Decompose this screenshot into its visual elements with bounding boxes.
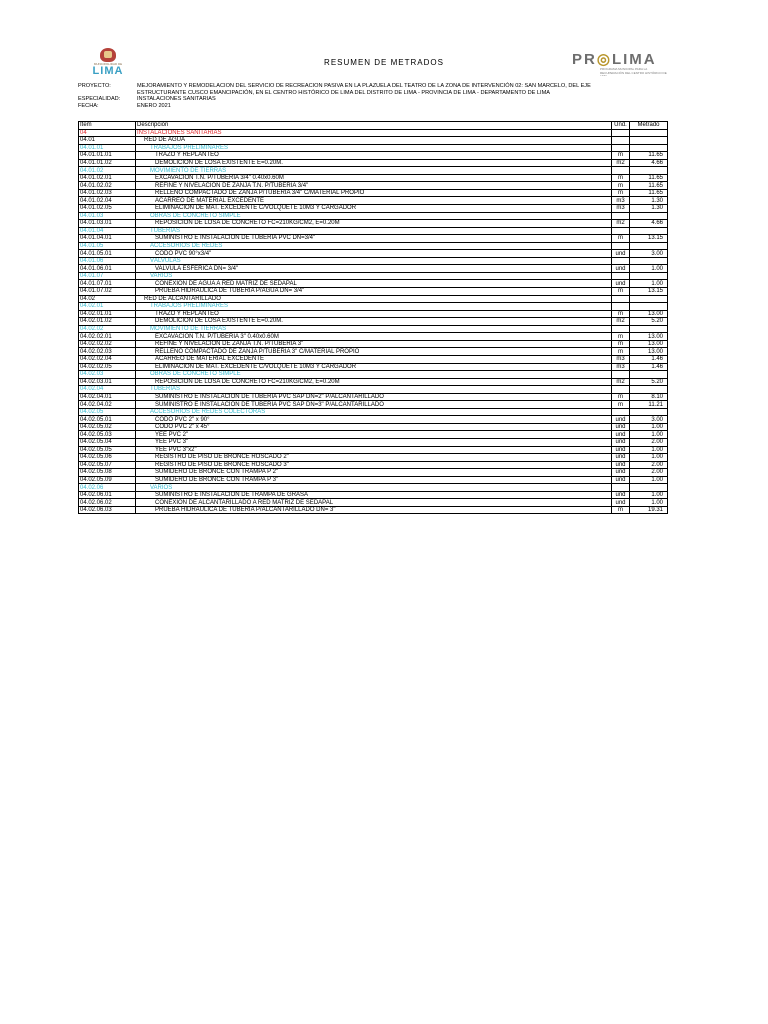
- cell-item: 04.02.02.05: [79, 363, 136, 371]
- table-row: [79, 288, 668, 296]
- table-row: [79, 303, 668, 311]
- cell-metrado: 1.30: [630, 205, 668, 213]
- cell-metrado: 4.66: [630, 220, 668, 228]
- cell-unidad: m: [612, 506, 630, 514]
- cell-metrado: 11.65: [630, 189, 668, 197]
- table-row: [79, 340, 668, 348]
- cell-metrado: 1.00: [630, 265, 668, 273]
- cell-metrado: 13.00: [630, 348, 668, 356]
- cell-metrado: 11.65: [630, 174, 668, 182]
- cell-unidad: und: [612, 446, 630, 454]
- cell-descripcion: ACARREO DE MATERIAL EXCEDENTE: [136, 355, 612, 363]
- cell-metrado: 5.20: [630, 378, 668, 386]
- cell-item: 04.01.02.03: [79, 189, 136, 197]
- cell-item: 04.02.05.03: [79, 431, 136, 439]
- cell-metrado: 3.00: [630, 416, 668, 424]
- cell-descripcion: REFINE Y NIVELACIÓN DE ZANJA T.N. P/TUBERIA 3/4": [136, 182, 612, 190]
- cell-metrado: 13.00: [630, 310, 668, 318]
- cell-descripcion: ACCESORIOS DE REDES: [136, 242, 612, 250]
- table-row: [79, 484, 668, 492]
- cell-descripcion: OBRAS DE CONCRETO SIMPLE: [136, 371, 612, 379]
- cell-item: 04.01: [79, 137, 136, 145]
- cell-item: 04.02.02.04: [79, 355, 136, 363]
- table-row: [79, 454, 668, 462]
- table-row: [79, 499, 668, 507]
- logo-small-text: MUNICIPALIDAD DE: [93, 62, 123, 66]
- cell-descripcion: EXCAVACIÓN T.N. P/TUBERIA 3/4" 0.40x0.60M: [136, 174, 612, 182]
- cell-descripcion: MOVIMIENTO DE TIERRAS: [136, 167, 612, 175]
- logo-word: LIMA: [92, 65, 124, 77]
- cell-descripcion: INSTALACIONES SANITARIAS: [136, 129, 612, 137]
- cell-unidad: [612, 408, 630, 416]
- cell-item: 04.02.05: [79, 408, 136, 416]
- cell-item: 04.01.02: [79, 167, 136, 175]
- cell-item: 04.01.03: [79, 212, 136, 220]
- cell-descripcion: RED DE ALCANTARILLADO: [136, 295, 612, 303]
- cell-unidad: [612, 371, 630, 379]
- table-row: [79, 355, 668, 363]
- cell-metrado: 11.65: [630, 182, 668, 190]
- cell-unidad: m2: [612, 220, 630, 228]
- prolima-logo-tag: PROGRAMA MUNICIPAL PARA LA RECUPERACIÓN DEL CENTRO HISTÓRICO DE LIMA: [600, 68, 667, 76]
- table-row: [79, 144, 668, 152]
- project-meta: [78, 83, 678, 109]
- cell-unidad: und: [612, 476, 630, 484]
- table-row: [79, 182, 668, 190]
- cell-unidad: und: [612, 461, 630, 469]
- cell-descripcion: TRABAJOS PRELIMINARES: [136, 303, 612, 311]
- cell-item: 04.01.02.01: [79, 174, 136, 182]
- cell-item: 04.01.06: [79, 257, 136, 265]
- cell-unidad: m: [612, 393, 630, 401]
- cell-metrado: [630, 303, 668, 311]
- header-unidad: Und.: [612, 122, 630, 130]
- cell-item: 04.01.02.02: [79, 182, 136, 190]
- fecha-label: FECHA:: [78, 102, 99, 109]
- cell-unidad: [612, 484, 630, 492]
- especialidad-value: INSTALACIONES SANITARIAS: [137, 96, 216, 103]
- cell-metrado: [630, 212, 668, 220]
- cell-item: 04.01.05.01: [79, 250, 136, 258]
- cell-descripcion: PRUEBA HIDRÁULICA DE TUBERÍA P/ALCANTARILLADO DN= 3": [136, 506, 612, 514]
- cell-unidad: m: [612, 174, 630, 182]
- especialidad-label: ESPECIALIDAD:: [78, 96, 121, 103]
- logo-mark-icon: ◎: [596, 51, 612, 68]
- proyecto-label: PROYECTO:: [78, 83, 111, 89]
- cell-metrado: 1.46: [630, 363, 668, 371]
- cell-unidad: [612, 129, 630, 137]
- cell-item: 04.01.02.05: [79, 205, 136, 213]
- table-row: [79, 325, 668, 333]
- cell-descripcion: CODO PVC 90°x3/4": [136, 250, 612, 258]
- cell-unidad: m: [612, 348, 630, 356]
- cell-item: 04.02.05.09: [79, 476, 136, 484]
- cell-item: 04.02.01.02: [79, 318, 136, 326]
- table-row: [79, 235, 668, 243]
- cell-unidad: [612, 137, 630, 145]
- cell-metrado: [630, 325, 668, 333]
- cell-metrado: [630, 272, 668, 280]
- table-row: [79, 469, 668, 477]
- table-row: [79, 227, 668, 235]
- cell-descripcion: SUMINISTRO E INSTALACIÓN DE TUBERÍA PVC SAP DN=2" P/ALCANTARILLADO: [136, 393, 612, 401]
- table-row: [79, 378, 668, 386]
- cell-unidad: [612, 272, 630, 280]
- cell-metrado: 3.00: [630, 250, 668, 258]
- cell-descripcion: REGISTRO DE PISO DE BRONCE ROSCADO 3": [136, 461, 612, 469]
- table-row: [79, 265, 668, 273]
- table-row: [79, 159, 668, 167]
- cell-unidad: und: [612, 416, 630, 424]
- cell-descripcion: RELLENO COMPACTADO DE ZANJA P/TUBERIA 3/4" C/MATERIAL PROPIO: [136, 189, 612, 197]
- cell-item: 04.02.02.01: [79, 333, 136, 341]
- cell-unidad: und: [612, 469, 630, 477]
- cell-descripcion: ACCESORIOS DE REDES COLECTORAS: [136, 408, 612, 416]
- cell-descripcion: VÁLVULAS: [136, 257, 612, 265]
- table-row: [79, 242, 668, 250]
- cell-item: 04.02.04: [79, 386, 136, 394]
- table-row: [79, 333, 668, 341]
- header-metrado: Metrado: [630, 122, 668, 130]
- cell-metrado: 13.15: [630, 288, 668, 296]
- cell-item: 04.01.01: [79, 144, 136, 152]
- table-row: [79, 393, 668, 401]
- cell-descripcion: VALVULA ESFERICA DN= 3/4": [136, 265, 612, 273]
- cell-descripcion: OBRAS DE CONCRETO SIMPLE: [136, 212, 612, 220]
- cell-metrado: 1.00: [630, 491, 668, 499]
- cell-unidad: m: [612, 152, 630, 160]
- cell-descripcion: YEE PVC 3"x2": [136, 446, 612, 454]
- cell-unidad: und: [612, 438, 630, 446]
- cell-metrado: 1.00: [630, 431, 668, 439]
- cell-metrado: 11.21: [630, 401, 668, 409]
- cell-unidad: [612, 227, 630, 235]
- metrados-table: [78, 121, 668, 514]
- cell-item: 04.01.04: [79, 227, 136, 235]
- table-row: [79, 401, 668, 409]
- cell-unidad: [612, 242, 630, 250]
- cell-descripcion: MOVIMIENTO DE TIERRAS: [136, 325, 612, 333]
- table-row: [79, 348, 668, 356]
- table-row: [79, 408, 668, 416]
- cell-item: 04.01.07.01: [79, 280, 136, 288]
- cell-unidad: m3: [612, 197, 630, 205]
- cell-unidad: [612, 303, 630, 311]
- cell-unidad: und: [612, 250, 630, 258]
- cell-unidad: [612, 257, 630, 265]
- table-row: [79, 272, 668, 280]
- table-row: [79, 363, 668, 371]
- cell-metrado: 1.30: [630, 197, 668, 205]
- fecha-value: ENERO 2021: [137, 102, 171, 109]
- cell-metrado: 13.00: [630, 333, 668, 341]
- table-row: [79, 167, 668, 175]
- cell-item: 04.02.02.03: [79, 348, 136, 356]
- cell-descripcion: REPOSICIÓN DE LOSA DE CONCRETO FC=210KG/CM2, E=0.20M: [136, 378, 612, 386]
- cell-unidad: und: [612, 280, 630, 288]
- cell-descripcion: CODO PVC 2" x 90°: [136, 416, 612, 424]
- cell-item: 04.02.06.01: [79, 491, 136, 499]
- cell-descripcion: ACARREO DE MATERIAL EXCEDENTE: [136, 197, 612, 205]
- cell-metrado: 4.66: [630, 159, 668, 167]
- cell-item: 04.02: [79, 295, 136, 303]
- cell-unidad: und: [612, 491, 630, 499]
- cell-item: 04.02.03: [79, 371, 136, 379]
- cell-unidad: und: [612, 499, 630, 507]
- cell-metrado: 2.00: [630, 461, 668, 469]
- cell-item: 04.02.02: [79, 325, 136, 333]
- cell-unidad: m3: [612, 355, 630, 363]
- cell-item: 04.01.01.01: [79, 152, 136, 160]
- cell-unidad: [612, 144, 630, 152]
- table-row: [79, 386, 668, 394]
- cell-descripcion: RED DE AGUA: [136, 137, 612, 145]
- cell-unidad: m: [612, 288, 630, 296]
- cell-metrado: 11.65: [630, 152, 668, 160]
- cell-unidad: m: [612, 235, 630, 243]
- cell-item: 04.02.04.02: [79, 401, 136, 409]
- table-row: [79, 491, 668, 499]
- cell-item: 04.02.06.02: [79, 499, 136, 507]
- cell-metrado: 1.00: [630, 454, 668, 462]
- cell-metrado: 1.46: [630, 355, 668, 363]
- cell-item: 04.02.04.01: [79, 393, 136, 401]
- cell-unidad: m2: [612, 159, 630, 167]
- cell-metrado: [630, 257, 668, 265]
- cell-metrado: 1.00: [630, 499, 668, 507]
- cell-item: 04.02.05.06: [79, 454, 136, 462]
- cell-unidad: [612, 167, 630, 175]
- cell-item: 04.01.03.01: [79, 220, 136, 228]
- table-row: [79, 476, 668, 484]
- cell-item: 04.02.05.01: [79, 416, 136, 424]
- cell-metrado: [630, 167, 668, 175]
- table-row: [79, 137, 668, 145]
- cell-metrado: 19.31: [630, 506, 668, 514]
- table-row: [79, 250, 668, 258]
- cell-descripcion: SUMINISTRO E INSTALACIÓN DE TUBERÍA PVC DN=3/4": [136, 235, 612, 243]
- header-item: Ítem: [79, 122, 136, 130]
- table-row: [79, 416, 668, 424]
- cell-descripcion: CODO PVC 2" x 45°: [136, 423, 612, 431]
- cell-unidad: und: [612, 454, 630, 462]
- table-row: [79, 295, 668, 303]
- cell-unidad: und: [612, 431, 630, 439]
- cell-metrado: [630, 484, 668, 492]
- cell-metrado: [630, 137, 668, 145]
- table-row: [79, 257, 668, 265]
- cell-descripcion: REPOSICIÓN DE LOSA DE CONCRETO FC=210KG/CM2, E=0.20M: [136, 220, 612, 228]
- cell-metrado: 2.00: [630, 438, 668, 446]
- table-row: [79, 506, 668, 514]
- cell-unidad: und: [612, 423, 630, 431]
- cell-metrado: 13.15: [630, 235, 668, 243]
- table-row: [79, 446, 668, 454]
- cell-metrado: [630, 227, 668, 235]
- cell-descripcion: SUMINISTRO E INSTALACIÓN DE TUBERÍA PVC SAP DN=3" P/ALCANTARILLADO: [136, 401, 612, 409]
- cell-descripcion: YEE PVC 3": [136, 438, 612, 446]
- cell-descripcion: SUMINISTRO E INSTALACIÓN DE TRAMPA DE GRASA: [136, 491, 612, 499]
- cell-item: 04.02.06.03: [79, 506, 136, 514]
- table-row: [79, 205, 668, 213]
- cell-item: 04.02.03.01: [79, 378, 136, 386]
- cell-descripcion: VARIOS: [136, 484, 612, 492]
- cell-item: 04.01.01.02: [79, 159, 136, 167]
- cell-item: 04.01.07: [79, 272, 136, 280]
- cell-unidad: m: [612, 340, 630, 348]
- cell-item: 04.01.07.02: [79, 288, 136, 296]
- cell-metrado: 2.00: [630, 469, 668, 477]
- cell-metrado: 1.00: [630, 446, 668, 454]
- cell-descripcion: TRAZO Y REPLANTEO: [136, 310, 612, 318]
- table-row: [79, 461, 668, 469]
- table-row: [79, 280, 668, 288]
- cell-item: 04.02.05.05: [79, 446, 136, 454]
- cell-unidad: m: [612, 401, 630, 409]
- cell-descripcion: TUBERÍAS: [136, 227, 612, 235]
- table-row: [79, 197, 668, 205]
- table-header-row: [79, 122, 668, 130]
- cell-item: 04.02.01: [79, 303, 136, 311]
- cell-unidad: m3: [612, 205, 630, 213]
- cell-descripcion: CONEXIÓN DE ALCANTARILLADO A RED MATRIZ DE SEDAPAL: [136, 499, 612, 507]
- cell-descripcion: REFINE Y NIVELACIÓN DE ZANJA T.N. P/TUBERIA 3": [136, 340, 612, 348]
- cell-unidad: m2: [612, 378, 630, 386]
- cell-item: 04.01.05: [79, 242, 136, 250]
- page-title: RESUMEN DE METRADOS: [324, 58, 444, 67]
- cell-unidad: [612, 386, 630, 394]
- table-row: [79, 423, 668, 431]
- cell-item: 04.02.05.04: [79, 438, 136, 446]
- proyecto-value-line2: ESTRUCTURANTE CUSCO EMANCIPACIÓN, EN EL CENTRO HISTÓRICO DE LIMA DEL DISTRITO DE LIMA - PROVINCIA DE LIMA - DEPARTAMENTO DE LIMA: [137, 89, 550, 96]
- cell-descripcion: CONEXIÓN DE AGUA A RED MATRIZ DE SEDAPAL: [136, 280, 612, 288]
- cell-item: 04.01.02.04: [79, 197, 136, 205]
- cell-item: 04.01.04.01: [79, 235, 136, 243]
- cell-unidad: m2: [612, 318, 630, 326]
- cell-descripcion: SUMIDERO DE BRONCE CON TRAMPA P 3": [136, 476, 612, 484]
- cell-metrado: [630, 386, 668, 394]
- cell-metrado: 13.00: [630, 340, 668, 348]
- cell-descripcion: RELLENO COMPACTADO DE ZANJA P/TUBERIA 3" C/MATERIAL PROPIO: [136, 348, 612, 356]
- table-row: [79, 152, 668, 160]
- cell-descripcion: DEMOLICIÓN DE LOSA EXISTENTE E=0.20M.: [136, 318, 612, 326]
- cell-item: 04.02.02.02: [79, 340, 136, 348]
- cell-unidad: [612, 212, 630, 220]
- cell-item: 04: [79, 129, 136, 137]
- table-row: [79, 174, 668, 182]
- cell-descripcion: PRUEBA HIDRÁULICA DE TUBERÍA P/AGUA DN= 3/4": [136, 288, 612, 296]
- cell-unidad: m: [612, 182, 630, 190]
- cell-metrado: [630, 242, 668, 250]
- cell-descripcion: EXCAVACIÓN T.N. P/TUBERIA 3" 0.40x0.60M: [136, 333, 612, 341]
- table-row: [79, 310, 668, 318]
- cell-unidad: m: [612, 333, 630, 341]
- cell-descripcion: DEMOLICIÓN DE LOSA EXISTENTE E=0.20M.: [136, 159, 612, 167]
- table-row: [79, 212, 668, 220]
- cell-metrado: 1.00: [630, 280, 668, 288]
- cell-metrado: [630, 295, 668, 303]
- cell-unidad: m: [612, 310, 630, 318]
- cell-metrado: [630, 371, 668, 379]
- cell-descripcion: ELIMINACIÓN DE MAT. EXCEDENTE C/VOLQUETE 10M3 Y CARGADOR: [136, 205, 612, 213]
- cell-unidad: [612, 295, 630, 303]
- cell-metrado: 5.20: [630, 318, 668, 326]
- cell-descripcion: TRAZO Y REPLANTEO: [136, 152, 612, 160]
- cell-item: 04.01.06.01: [79, 265, 136, 273]
- table-row: [79, 438, 668, 446]
- cell-descripcion: ELIMINACIÓN DE MAT. EXCEDENTE C/VOLQUETE 10M3 Y CARGADOR: [136, 363, 612, 371]
- cell-unidad: m3: [612, 363, 630, 371]
- cell-descripcion: SUMIDERO DE BRONCE CON TRAMPA P 2": [136, 469, 612, 477]
- proyecto-value-line1: MEJORAMIENTO Y REMODELACION DEL SERVICIO DE RECREACION PASIVA EN LA PLAZUELA DEL TEATRO DE LA ZONA DE INTERVENCIÓN 02: SAN MARCELO, DEL EJE: [137, 83, 591, 89]
- cell-unidad: [612, 325, 630, 333]
- cell-descripcion: YEE PVC 2": [136, 431, 612, 439]
- table-row: [79, 189, 668, 197]
- cell-descripcion: TRABAJOS PRELIMINARES: [136, 144, 612, 152]
- header-descripcion: Descripción: [136, 122, 612, 130]
- table-row: [79, 129, 668, 137]
- cell-item: 04.02.05.08: [79, 469, 136, 477]
- cell-metrado: 1.00: [630, 423, 668, 431]
- cell-item: 04.02.01.01: [79, 310, 136, 318]
- cell-metrado: [630, 129, 668, 137]
- cell-unidad: und: [612, 265, 630, 273]
- cell-metrado: [630, 408, 668, 416]
- cell-descripcion: TUBERÍAS: [136, 386, 612, 394]
- table-row: [79, 431, 668, 439]
- table-row: [79, 220, 668, 228]
- cell-item: 04.02.06: [79, 484, 136, 492]
- table-row: [79, 371, 668, 379]
- prolima-logo: [572, 52, 672, 78]
- cell-metrado: 8.10: [630, 393, 668, 401]
- cell-item: 04.02.05.02: [79, 423, 136, 431]
- cell-descripcion: VARIOS: [136, 272, 612, 280]
- cell-unidad: m: [612, 189, 630, 197]
- table-row: [79, 318, 668, 326]
- cell-item: 04.02.05.07: [79, 461, 136, 469]
- cell-metrado: [630, 144, 668, 152]
- cell-descripcion: REGISTRO DE PISO DE BRONCE ROSCADO 2": [136, 454, 612, 462]
- prolima-logo-word: PR◎LIMA: [572, 51, 657, 68]
- cell-metrado: 1.00: [630, 476, 668, 484]
